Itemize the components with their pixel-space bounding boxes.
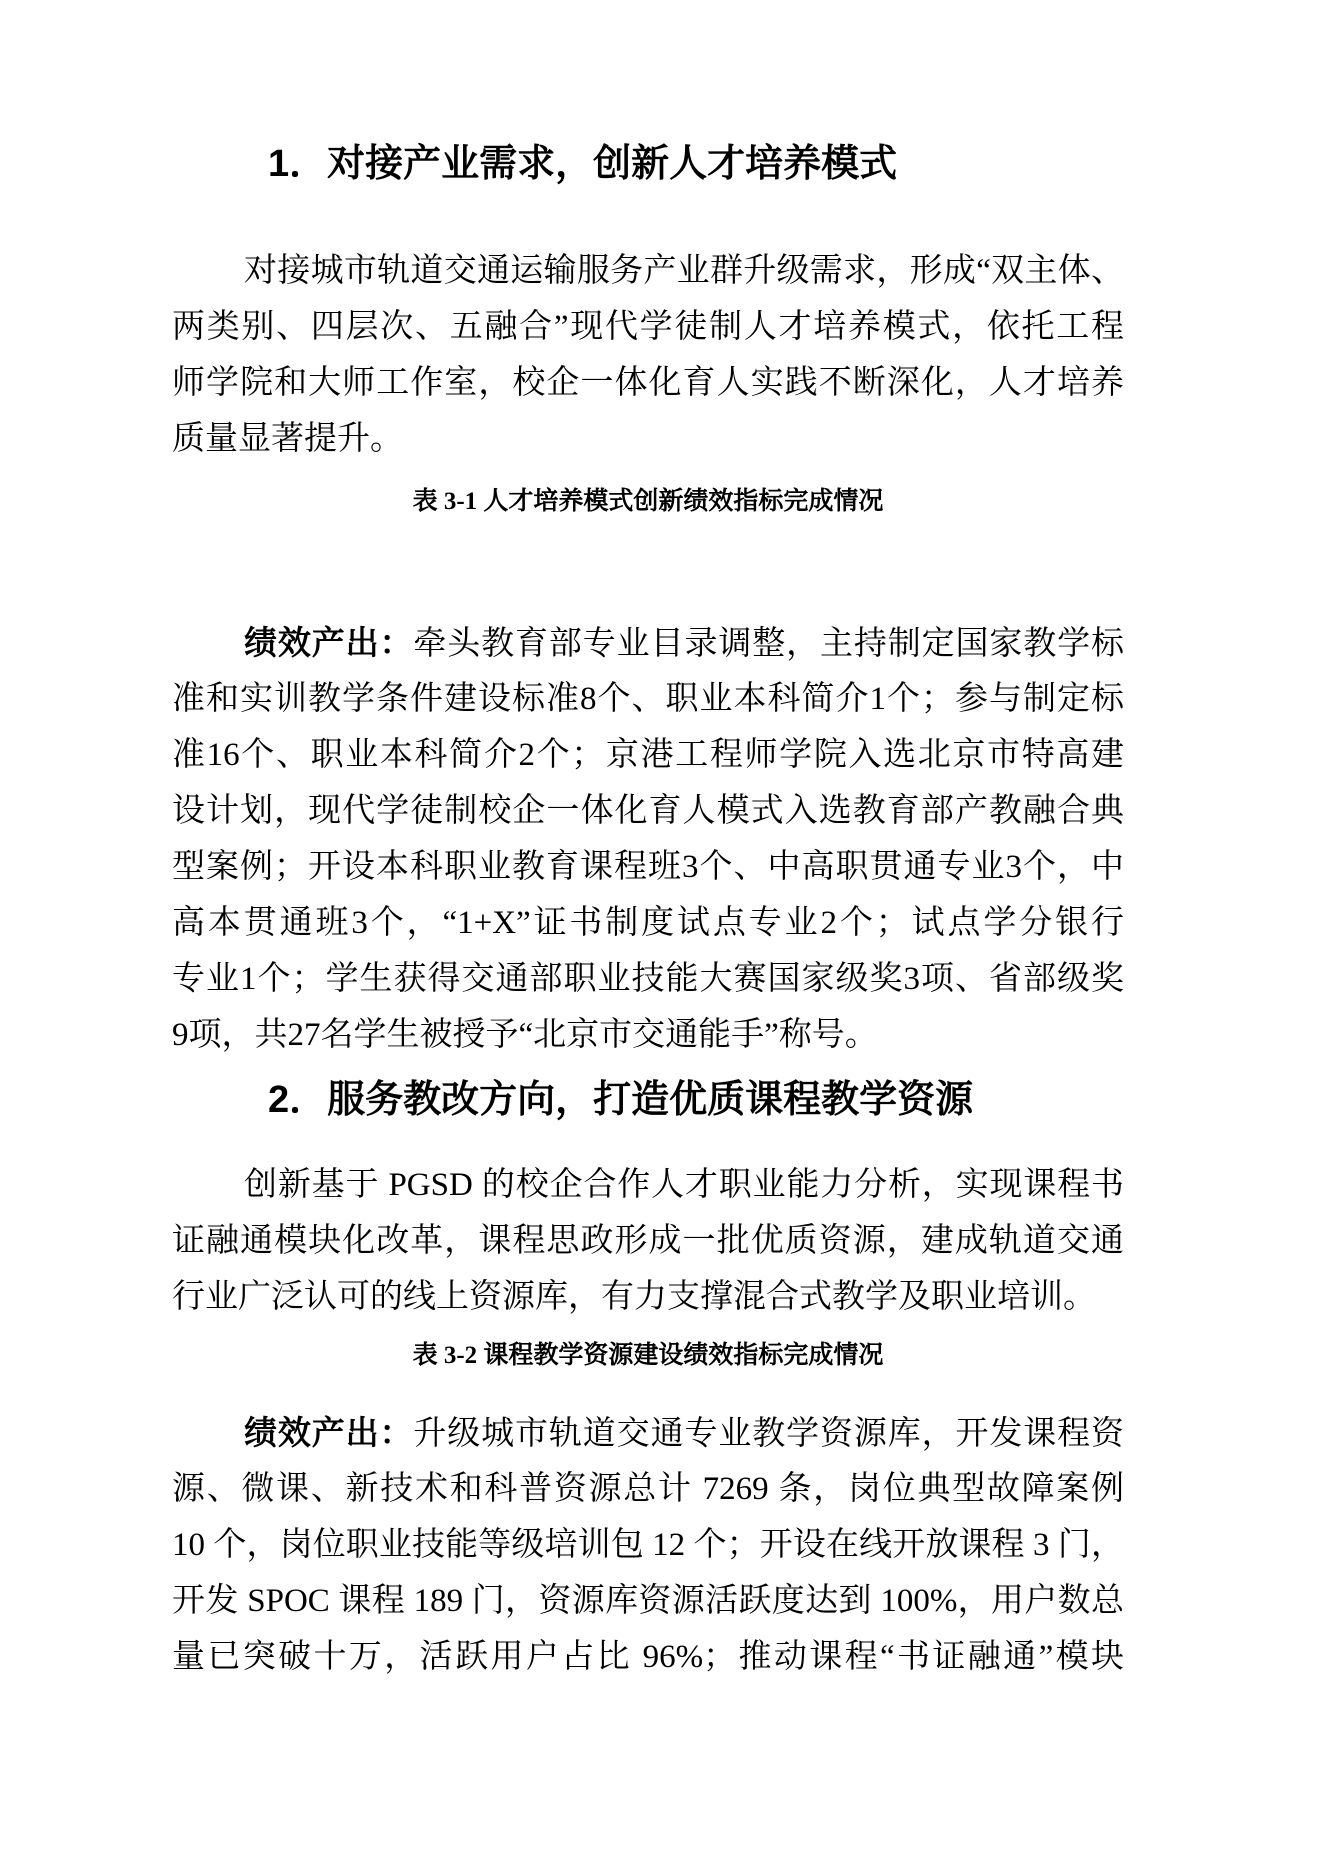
paragraph bbox=[172, 615, 1124, 1063]
table-caption: 表 3-2 课程教学资源建设绩效指标完成情况 bbox=[412, 1342, 884, 1369]
text-line: 源、微课、新技术和科普资源总计 7269 条，岗位典型故障案例 bbox=[172, 1471, 1124, 1507]
text-line: 型案例；开设本科职业教育课程班3个、中高职贯通专业3个，中 bbox=[172, 849, 1124, 885]
text-line: 师学院和大师工作室，校企一体化育人实践不断深化，人才培养 bbox=[172, 365, 1124, 401]
text-line: 量已突破十万，活跃用户占比 96%；推动课程“书证融通”模块 bbox=[172, 1639, 1124, 1675]
text-line: 对接城市轨道交通运输服务产业群升级需求，形成“双主体、 bbox=[244, 253, 1124, 289]
text-line: 高本贯通班3个，“1+X”证书制度试点专业2个；试点学分银行 bbox=[172, 905, 1124, 941]
text-line: 行业广泛认可的线上资源库，有力支撑混合式教学及职业培训。 bbox=[172, 1279, 1096, 1315]
text-line: 开发 SPOC 课程 189 门，资源库资源活跃度达到 100%，用户数总 bbox=[172, 1583, 1124, 1619]
text-span: 升级城市轨道交通专业教学资源库，开发课程资 bbox=[413, 1416, 1124, 1452]
text-line: 两类别、四层次、五融合”现代学徒制人才培养模式，依托工程 bbox=[172, 309, 1124, 345]
table-caption: 表 3-1 人才培养模式创新绩效指标完成情况 bbox=[412, 488, 884, 515]
section-heading: 2．服务教改方向，打造优质课程教学资源 bbox=[268, 1079, 974, 1121]
paragraph-lead: 绩效产出： bbox=[244, 1414, 414, 1451]
paragraph bbox=[172, 1157, 1124, 1325]
text-span: 牵头教育部专业目录调整，主持制定国家教学标 bbox=[413, 626, 1124, 662]
section-heading: 1．对接产业需求，创新人才培养模式 bbox=[268, 143, 898, 185]
paragraph bbox=[172, 1405, 1124, 1685]
text-line bbox=[172, 1405, 1124, 1461]
text-line: 准和实训教学条件建设标准8个、职业本科简介1个；参与制定标 bbox=[172, 681, 1124, 717]
text-line: 证融通模块化改革，课程思政形成一批优质资源，建成轨道交通 bbox=[172, 1223, 1124, 1259]
paragraph bbox=[172, 243, 1124, 467]
text-line: 专业1个；学生获得交通部职业技能大赛国家级奖3项、省部级奖 bbox=[172, 961, 1124, 997]
text-line: 质量显著提升。 bbox=[172, 421, 403, 457]
text-line: 9项，共27名学生被授予“北京市交通能手”称号。 bbox=[172, 1017, 878, 1053]
text-line: 准16个、职业本科简介2个；京港工程师学院入选北京市特高建 bbox=[172, 737, 1124, 773]
text-line: 创新基于 PGSD 的校企合作人才职业能力分析，实现课程书 bbox=[244, 1167, 1124, 1203]
text-line: 10 个，岗位职业技能等级培训包 12 个；开设在线开放课程 3 门， bbox=[172, 1527, 1124, 1563]
paragraph-lead: 绩效产出： bbox=[244, 624, 414, 661]
text-line: 设计划，现代学徒制校企一体化育人模式入选教育部产教融合典 bbox=[172, 793, 1124, 829]
text-line bbox=[172, 615, 1124, 671]
